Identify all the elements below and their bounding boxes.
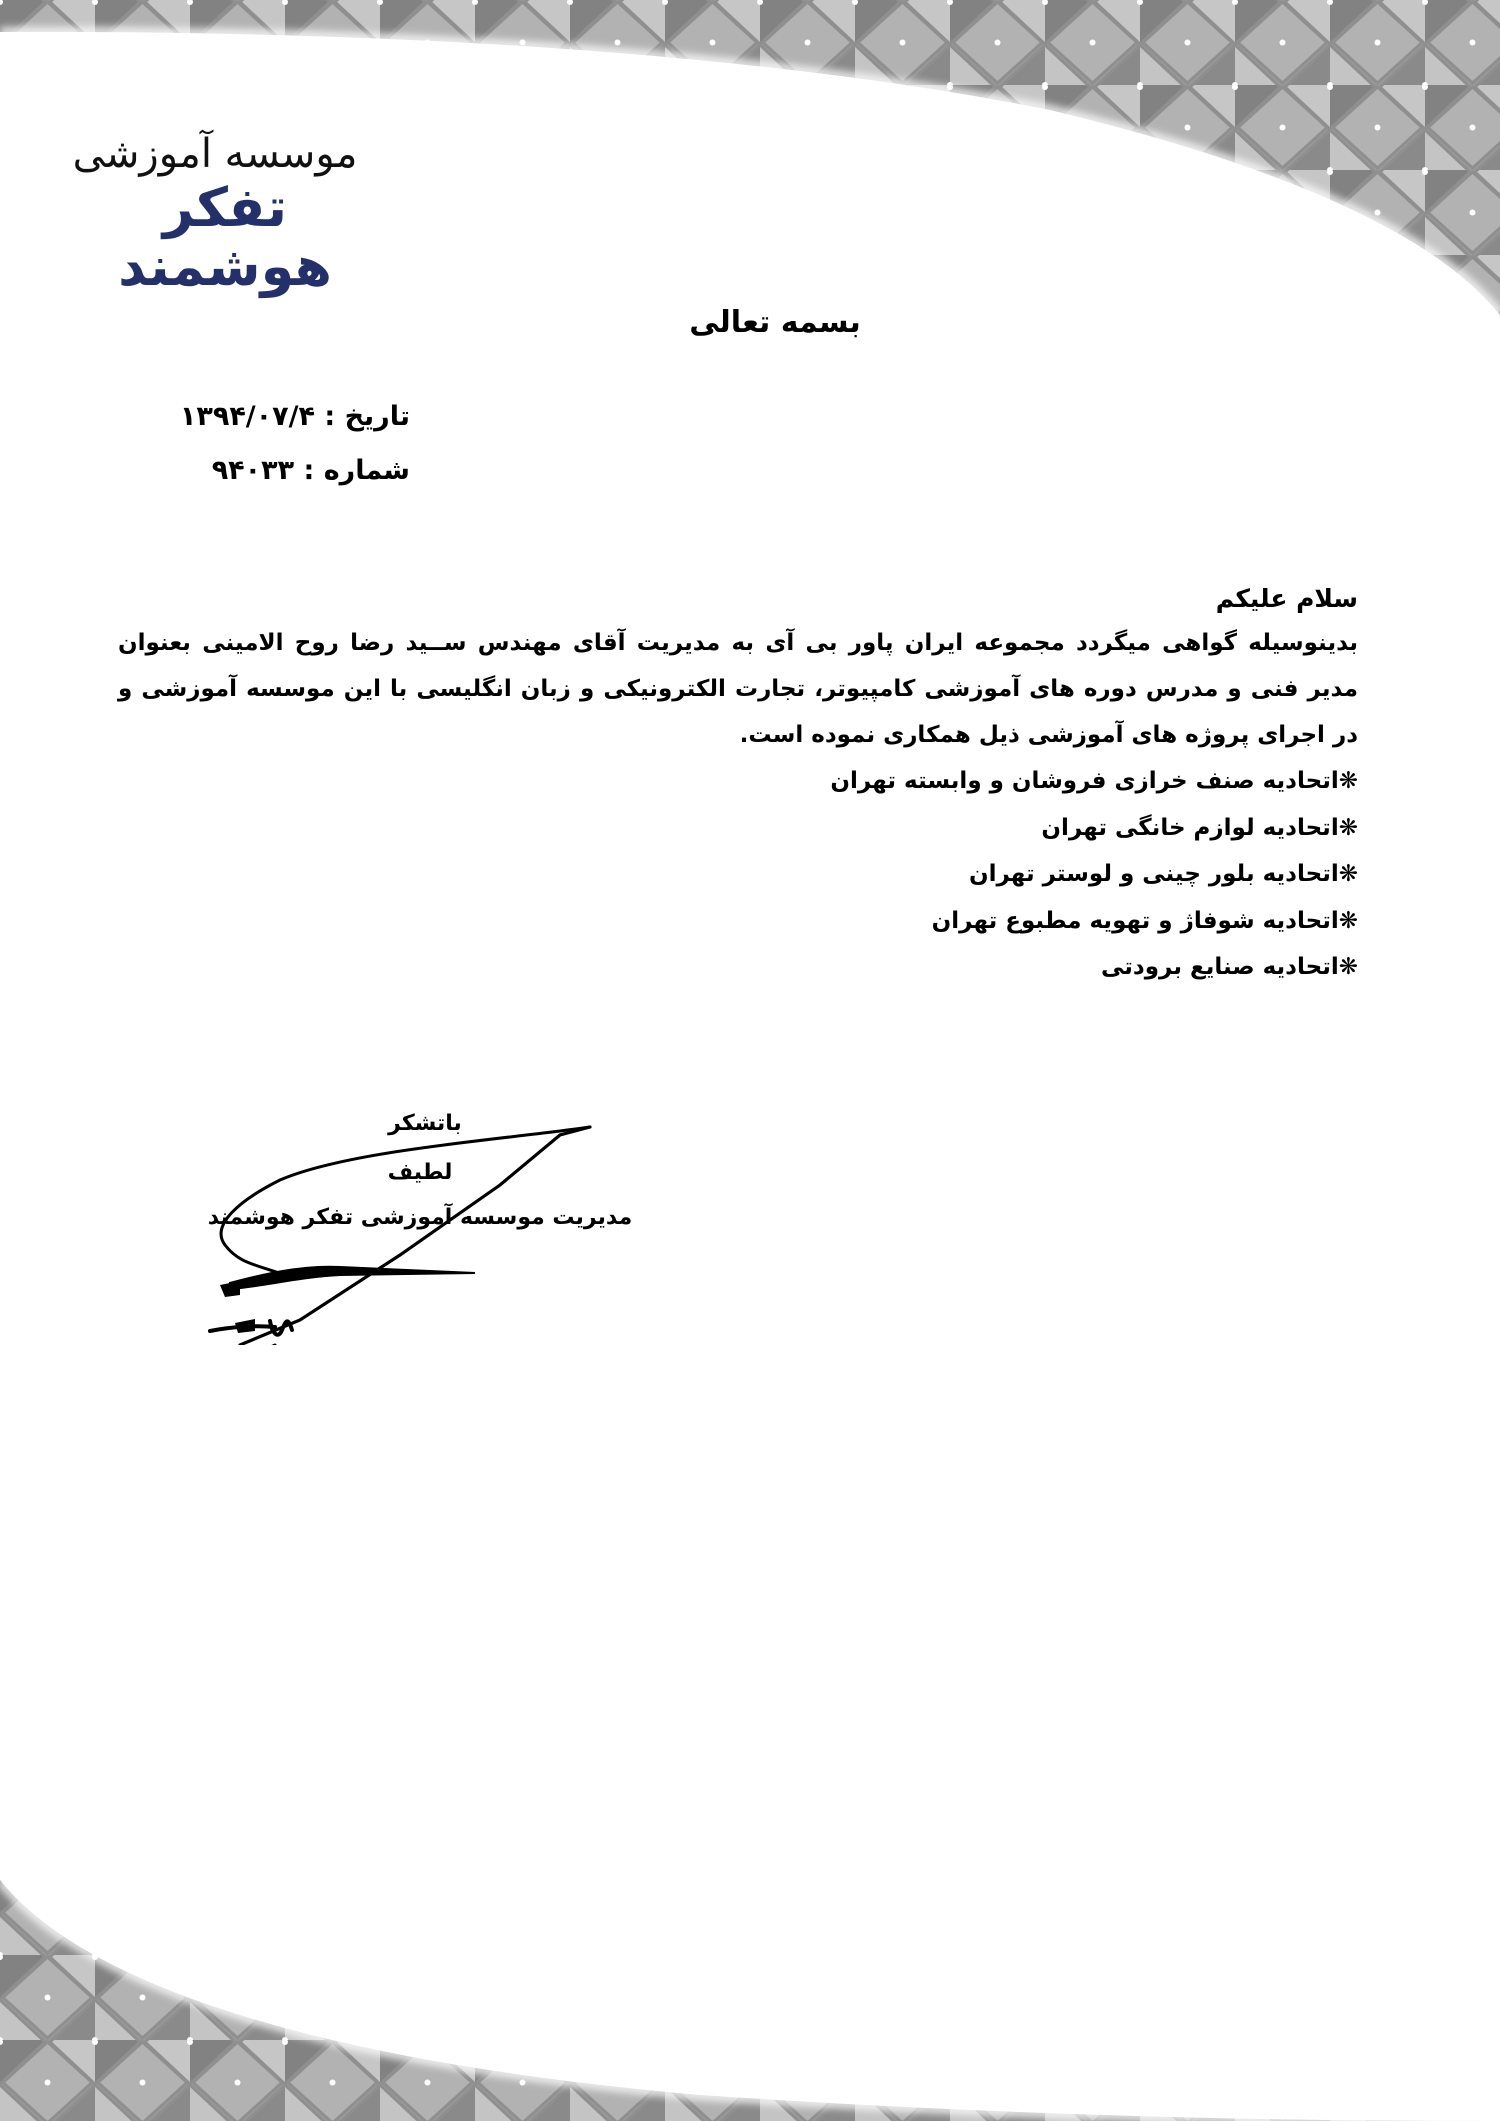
date-value: ۱۳۹۴/۰۷/۴ bbox=[179, 401, 315, 432]
letter-body bbox=[118, 578, 1358, 991]
number-value: ۹۴۰۳۳ bbox=[211, 455, 295, 486]
signature-block bbox=[200, 1105, 640, 1345]
date-label: تاریخ : bbox=[324, 401, 410, 432]
basmala-heading: بسمه تعالی bbox=[689, 305, 861, 340]
list-item: ❋اتحادیه بلور چینی و لوستر تهران bbox=[968, 861, 1358, 887]
number-label: شماره : bbox=[303, 455, 410, 486]
institute-label: موسسه آموزشی bbox=[72, 131, 358, 177]
asterisk-bullet-icon: ❋ bbox=[1338, 861, 1358, 887]
date-row bbox=[180, 390, 410, 444]
letter-meta bbox=[180, 390, 410, 498]
asterisk-bullet-icon: ❋ bbox=[1338, 768, 1358, 794]
greeting: سلام علیکم bbox=[1215, 584, 1358, 613]
union-list bbox=[118, 758, 1358, 991]
certification-paragraph: بدینوسیله گواهی میگردد مجموعه ایران پاور بی آی به مدیریت آقای مهندس ســید رضا روح الامینی بعنوان مدیر فنی و مدرس دوره های آموزشی کامپیوتر، تجارت الکترونیکی و زبان انگلیسی با این موسسه آموزشی و در اجرای پروژه های آموزشی ذیل همکاری نموده است. bbox=[118, 630, 1358, 748]
list-item: ❋اتحادیه لوازم خانگی تهران bbox=[1041, 814, 1358, 841]
list-item: ❋اتحادیه شوفاژ و تهویه مطبوع تهران bbox=[931, 907, 1358, 934]
signatory-office: مدیریت موسسه آموزشی تفکر هوشمند bbox=[207, 1205, 633, 1230]
list-item: ❋اتحادیه صنف خرازی فروشان و وابسته تهران bbox=[830, 768, 1358, 794]
asterisk-bullet-icon: ❋ bbox=[1338, 814, 1358, 841]
institute-logo bbox=[60, 130, 390, 297]
number-row bbox=[180, 444, 410, 498]
closing-regards: لطیف bbox=[387, 1160, 453, 1185]
asterisk-bullet-icon: ❋ bbox=[1338, 907, 1358, 934]
institute-name: تفکر هوشمند bbox=[118, 176, 332, 299]
asterisk-bullet-icon: ❋ bbox=[1338, 954, 1358, 980]
closing-thanks: باتشکر bbox=[388, 1111, 462, 1136]
list-item: ❋اتحادیه صنایع برودتی bbox=[1101, 954, 1358, 980]
